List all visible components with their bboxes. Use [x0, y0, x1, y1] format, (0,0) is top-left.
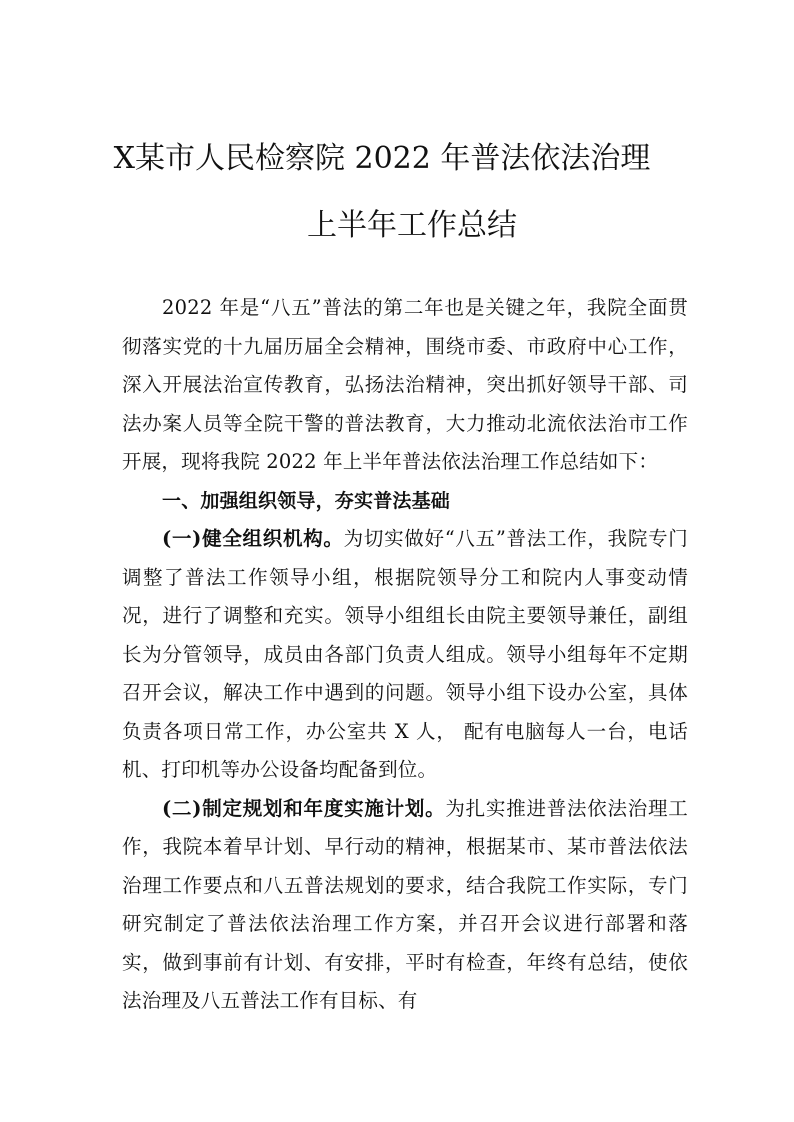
item1-text: 为切实做好“八五”普法工作，我院专门调整了普法工作领导小组，根据院领导分工和院内人事变动情况，进行了调整和充实。领导小组组长由院主要领导兼任，副组长为分管领导，成员由各部门负责人组成。领导小组每年不定期召开会议，解决工作中遇到的问题。领导小组下设办公室，具体负责各项日常工作，办公室共 X 人， 配有电脑每人一台，电话机、打印机等办公设备均配备到位。 — [122, 527, 688, 781]
section1-heading: 一、加强组织领导，夯实普法基础 — [162, 489, 451, 512]
item2-text: 为扎实推进普法依法治理工作，我院本着早计划、早行动的精神，根据某市、某市普法依法治理工作要点和八五普法规划的要求，结合我院工作实际，专门研究制定了普法依法治理工作方案，并召开会议进行部署和落实，做到事前有计划、有安排，平时有检查，年终有总结，使依法治理及八五普法工作有目标、有 — [122, 796, 689, 1012]
item2-label: (二)制定规划和年度实施计划。 — [162, 796, 446, 820]
document-title-line1: X某市人民检察院 2022 年普法依法治理 — [113, 141, 651, 176]
item1-paragraph — [122, 520, 688, 790]
document-title-line2: 上半年工作总结 — [307, 208, 517, 243]
item2-paragraph — [122, 790, 688, 1021]
intro-paragraph: 2022 年是“八五”普法的第二年也是关键之年，我院全面贯彻落实党的十九届历届全会精神，围绕市委、市政府中心工作，深入开展法治宣传教育，弘扬法治精神，突出抓好领导干部、司法办案人员等全院干警的普法教育，大力推动北流依法治市工作开展，现将我院 2022 年上半年普法依法治理工作总结如下： — [122, 296, 688, 473]
item1-label: (一)健全组织机构。 — [162, 527, 344, 550]
document-body — [122, 289, 688, 1021]
